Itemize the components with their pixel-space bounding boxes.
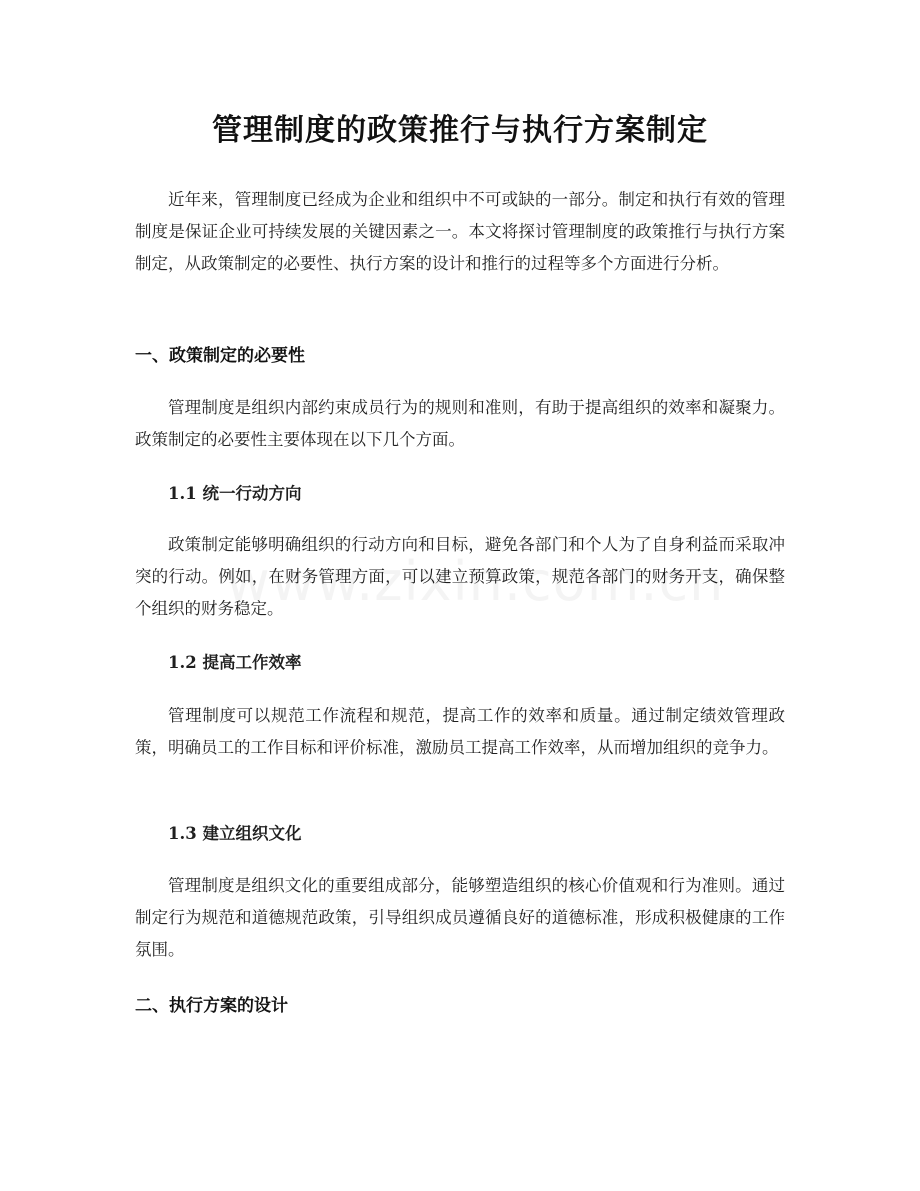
section-1-heading: 一、政策制定的必要性 [135, 346, 305, 366]
subsection-1-1-body: 政策制定能够明确组织的行动方向和目标，避免各部门和个人为了自身利益而采取冲突的行动。例如，在财务管理方面，可以建立预算政策，规范各部门的财务开支，确保整个组织的财务稳定。 [135, 535, 785, 618]
subsection-1-1-heading: 1.1 统一行动方向 [168, 484, 302, 503]
subsection-1-2-heading: 1.2 提高工作效率 [168, 653, 302, 672]
section-2-heading: 二、执行方案的设计 [135, 996, 288, 1016]
subsection-1-2-body: 管理制度可以规范工作流程和规范，提高工作的效率和质量。通过制定绩效管理政策，明确员工的工作目标和评价标准，激励员工提高工作效率，从而增加组织的竞争力。 [135, 706, 785, 757]
subsection-1-3-body: 管理制度是组织文化的重要组成部分，能够塑造组织的核心价值观和行为准则。通过制定行为规范和道德规范政策，引导组织成员遵循良好的道德标准，形成积极健康的工作氛围。 [135, 876, 785, 959]
intro-paragraph: 近年来，管理制度已经成为企业和组织中不可或缺的一部分。制定和执行有效的管理制度是保证企业可持续发展的关键因素之一。本文将探讨管理制度的政策推行与执行方案制定，从政策制定的必要性、执行方案的设计和推行的过程等多个方面进行分析。 [135, 190, 785, 273]
subsection-1-3-heading: 1.3 建立组织文化 [168, 824, 302, 843]
document-title: 管理制度的政策推行与执行方案制定 [212, 113, 708, 148]
section-1-intro: 管理制度是组织内部约束成员行为的规则和准则，有助于提高组织的效率和凝聚力。政策制定的必要性主要体现在以下几个方面。 [135, 398, 785, 449]
